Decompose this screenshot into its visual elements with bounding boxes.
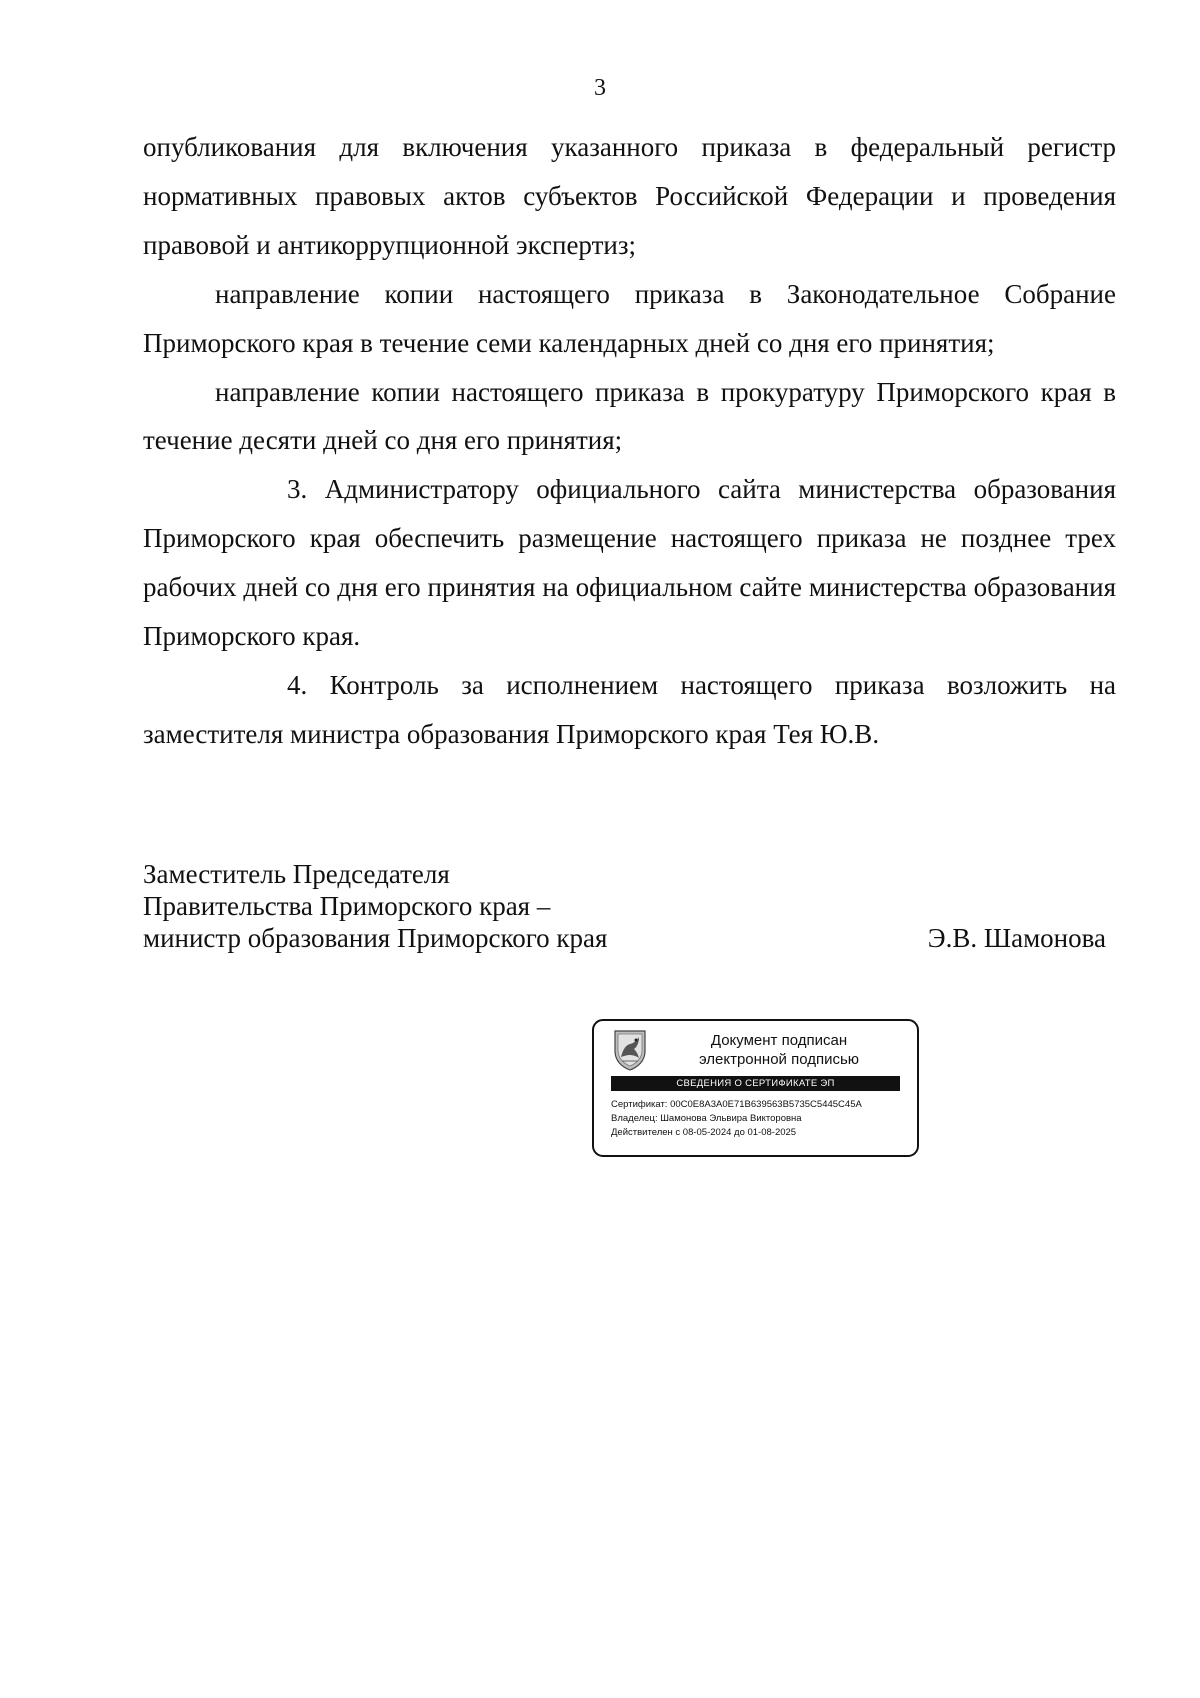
paragraph-text: Контроль за исполнением настоящего приказа возложить на заместителя министра образования Приморского края Тея Ю.В. — [143, 669, 1117, 749]
paragraph-legislative-assembly — [143, 270, 1116, 368]
signer-name: Э.В. Шамонова — [927, 923, 1106, 953]
signer-position-line: Заместитель Председателя — [143, 859, 450, 889]
paragraph-text: направление копии настоящего приказа в Законодательное Собрание Приморского края в течение семи календарных дней со дня его принятия; — [143, 278, 1116, 358]
certificate-details — [611, 1098, 911, 1140]
paragraph-prosecutor — [143, 368, 1116, 466]
paragraph-text: Администратору официального сайта министерства образования Приморского края обеспечить размещение настоящего приказа не позднее трех рабочих дней со дня его принятия на официальном сайте министерства образования Приморского края. — [143, 474, 1117, 652]
page-number: 3 — [594, 75, 606, 101]
stamp-title-line: электронной подписью — [698, 1051, 860, 1068]
signer-position-line: министр образования Приморского края — [143, 923, 608, 953]
paragraph-item-3 — [143, 465, 1116, 661]
paragraph-text: направление копии настоящего приказа в прокуратуру Приморского края в течение десяти дней со дня его принятия; — [143, 376, 1116, 456]
paragraph-publication — [143, 123, 1116, 270]
coat-of-arms-icon — [612, 1027, 648, 1071]
stamp-title — [654, 1031, 904, 1069]
certificate-validity: Действителен с 08-05-2024 до 01-08-2025 — [611, 1127, 797, 1138]
electronic-signature-stamp — [592, 1019, 919, 1157]
certificate-owner: Владелец: Шамонова Эльвира Викторовна — [611, 1113, 802, 1124]
certificate-serial: Сертификат: 00C0E8A3A0E71B639563B5735C5445C45A — [611, 1099, 862, 1110]
paragraph-text: опубликования для включения указанного приказа в федеральный регистр нормативных правовых актов субъектов Российской Федерации и проведения правовой и антикоррупционной экспертиз; — [143, 132, 1116, 260]
item-number: 4. — [287, 669, 308, 700]
paragraph-item-4 — [143, 661, 1116, 759]
certificate-info-bar: СВЕДЕНИЯ О СЕРТИФИКАТЕ ЭП — [611, 1076, 900, 1091]
document-body — [143, 123, 1116, 759]
signature-block — [143, 858, 1116, 954]
stamp-title-line: Документ подписан — [710, 1032, 848, 1049]
signer-position-line: Правительства Приморского края – — [143, 891, 551, 921]
item-number: 3. — [287, 474, 308, 505]
